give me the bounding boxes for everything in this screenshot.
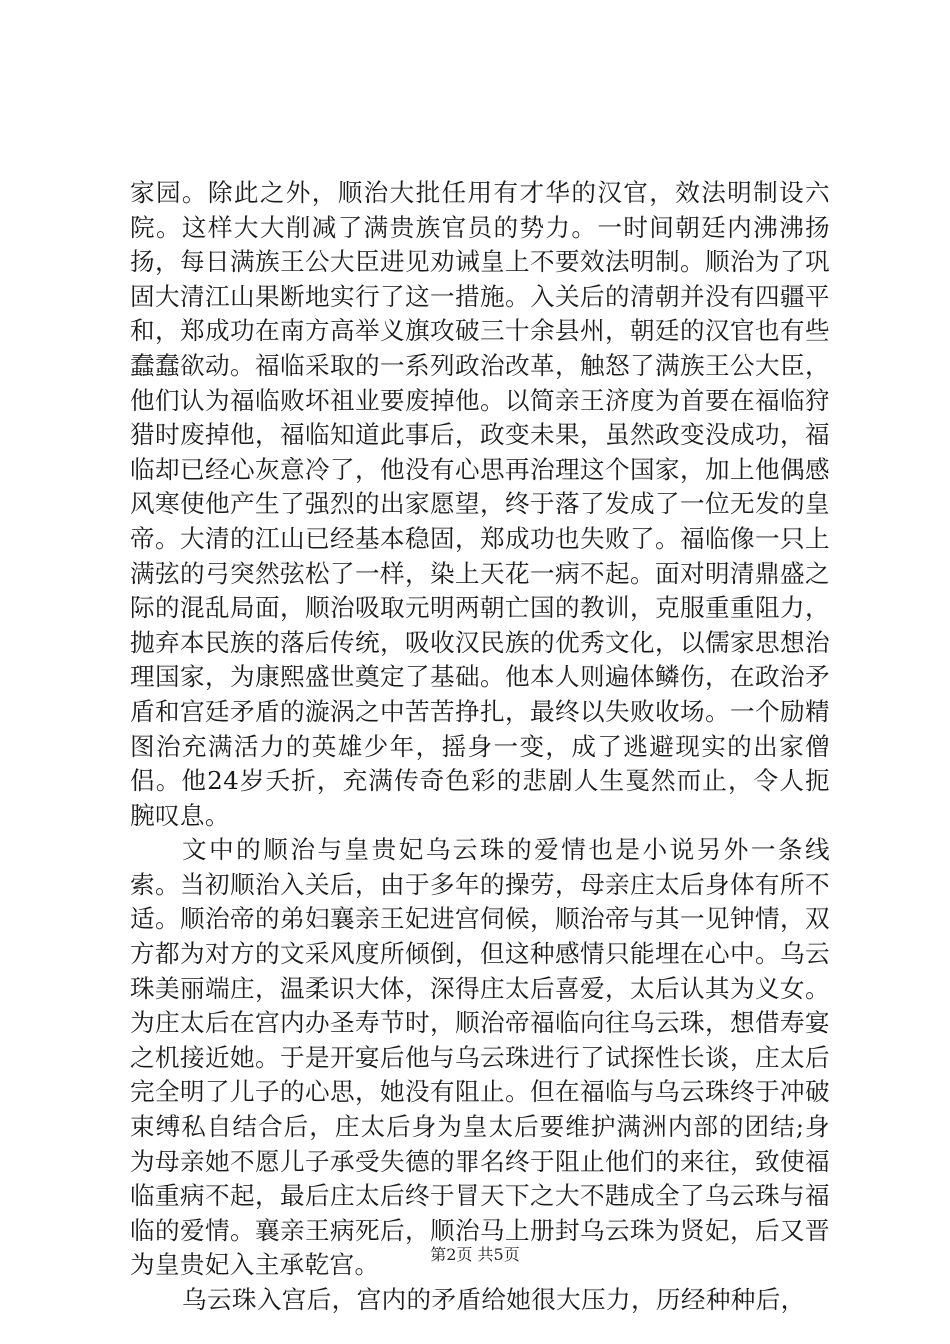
document-body: [130, 176, 830, 1318]
page-footer: 第2页 共5页: [430, 1245, 520, 1264]
paragraph-1: 家园。除此之外，顺治大批任用有才华的汉官，效法明制设六院。这样大大削减了满贵族官员的势力。一时间朝廷内沸沸扬扬，每日满族王公大臣进见劝诫皇上不要效法明制。顺治为了巩固大清江山果断地实行了这一措施。入关后的清朝并没有四疆平和，郑成功在南方高举义旗攻破三十余县州，朝廷的汉官也有些蠢蠢欲动。福临采取的一系列政治改革，触怒了满族王公大臣，他们认为福临败坏祖业要废掉他。以简亲王济度为首要在福临狩猎时废掉他，福临知道此事后，政变未果，虽然政变没成功，福临却已经心灰意冷了，他没有心思再治理这个国家，加上他偶感风寒使他产生了强烈的出家愿望，终于落了发成了一位无发的皇帝。大清的江山已经基本稳固，郑成功也失败了。福临像一只上满弦的弓突然弦松了一样，染上天花一病不起。面对明清鼎盛之际的混乱局面，顺治吸取元明两朝亡国的教训，克服重重阻力，抛弃本民族的落后传统，吸收汉民族的优秀文化，以儒家思想治理国家，为康熙盛世奠定了基础。他本人则遍体鳞伤，在政治矛盾和宫廷矛盾的漩涡之中苦苦挣扎，最终以失败收场。一个励精图治充满活力的英雄少年，摇身一变，成了逃避现实的出家僧侣。他24岁夭折，充满传奇色彩的悲剧人生戛然而止，令人扼腕叹息。: [130, 178, 830, 830]
paragraph-2: 文中的顺治与皇贵妃乌云珠的爱情也是小说另外一条线索。当初顺治入关后，由于多年的操劳，母亲庄太后身体有所不适。顺治帝的弟妇襄亲王妃进宫伺候，顺治帝与其一见钟情，双方都为对方的文采风度所倾倒，但这种感情只能埋在心中。乌云珠美丽端庄，温柔识大体，深得庄太后喜爱，太后认其为义女。为庄太后在宫内办圣寿节时，顺治帝福临向往乌云珠，想借寿宴之机接近她。于是开宴后他与乌云珠进行了试探性长谈，庄太后完全明了儿子的心思，她没有阻止。但在福临与乌云珠终于冲破束缚私自结合后，庄太后身为皇太后要维护满洲内部的团结;身为母亲她不愿儿子承受失德的罪名终于阻止他们的来往，致使福临重病不起，最后庄太后终于冒天下之大不韪成全了乌云珠与福临的爱情。襄亲王病死后，顺治马上册封乌云珠为贤妃，后又晋为皇贵妃入主承乾宫。: [130, 835, 830, 1280]
paragraph-3: 乌云珠入宫后，宫内的矛盾给她很大压力，历经种种后，: [182, 1285, 806, 1314]
